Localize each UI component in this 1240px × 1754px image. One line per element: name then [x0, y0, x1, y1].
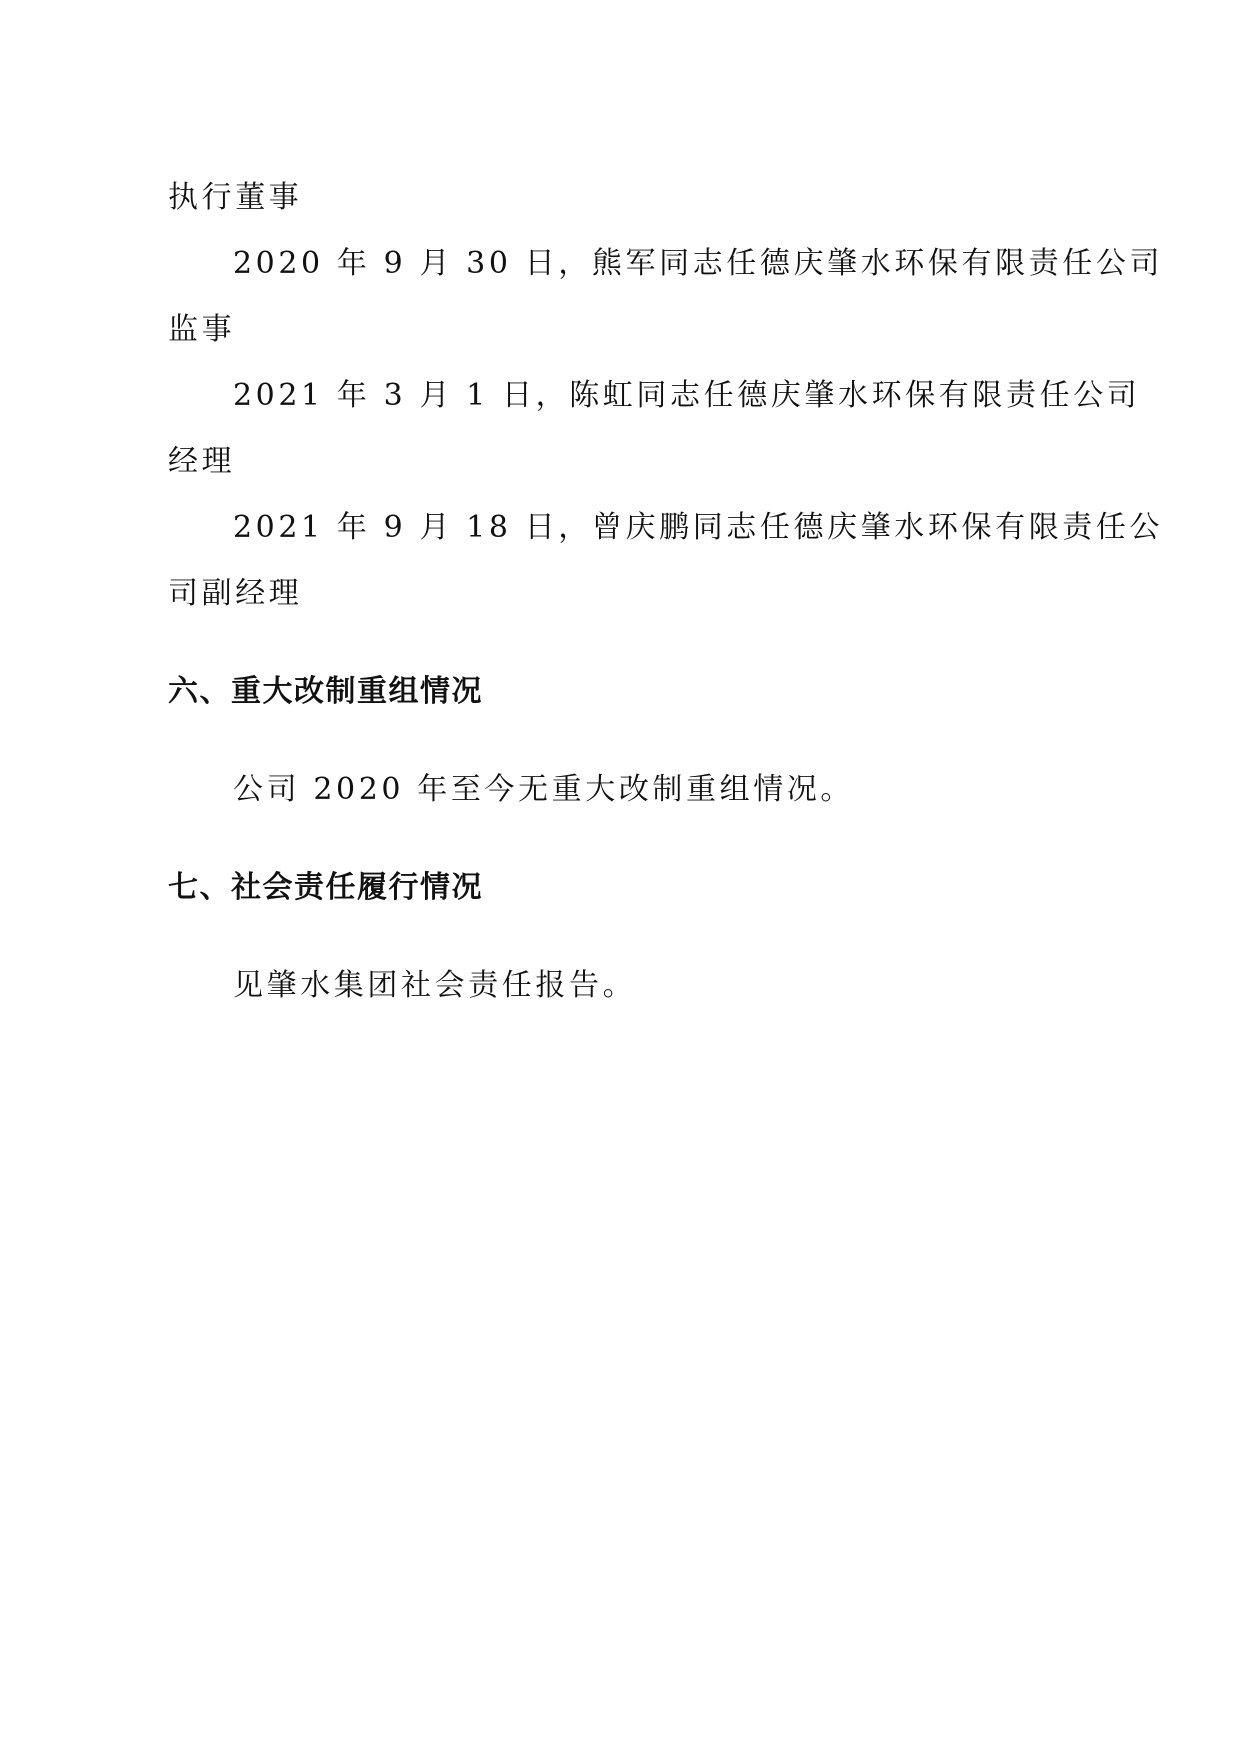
paragraph-line-2: 2020 年 9 月 30 日，熊军同志任德庆肇水环保有限责任公司 [233, 246, 1164, 281]
section-body-6: 公司 2020 年至今无重大改制重组情况。 [233, 772, 855, 807]
paragraph-line-5: 经理 [168, 444, 236, 479]
paragraph-line-3: 监事 [168, 312, 236, 347]
paragraph-line-6: 2021 年 9 月 18 日，曾庆鹏同志任德庆肇水环保有限责任公 [233, 510, 1164, 545]
paragraph-line-4: 2021 年 3 月 1 日，陈虹同志任德庆肇水环保有限责任公司 [233, 378, 1141, 413]
section-heading-7: 七、社会责任履行情况 [168, 870, 483, 905]
paragraph-line-1: 执行董事 [168, 180, 303, 215]
section-heading-6: 六、重大改制重组情况 [168, 674, 483, 709]
section-body-7: 见肇水集团社会责任报告。 [233, 968, 637, 1003]
paragraph-line-7: 司副经理 [168, 576, 303, 611]
